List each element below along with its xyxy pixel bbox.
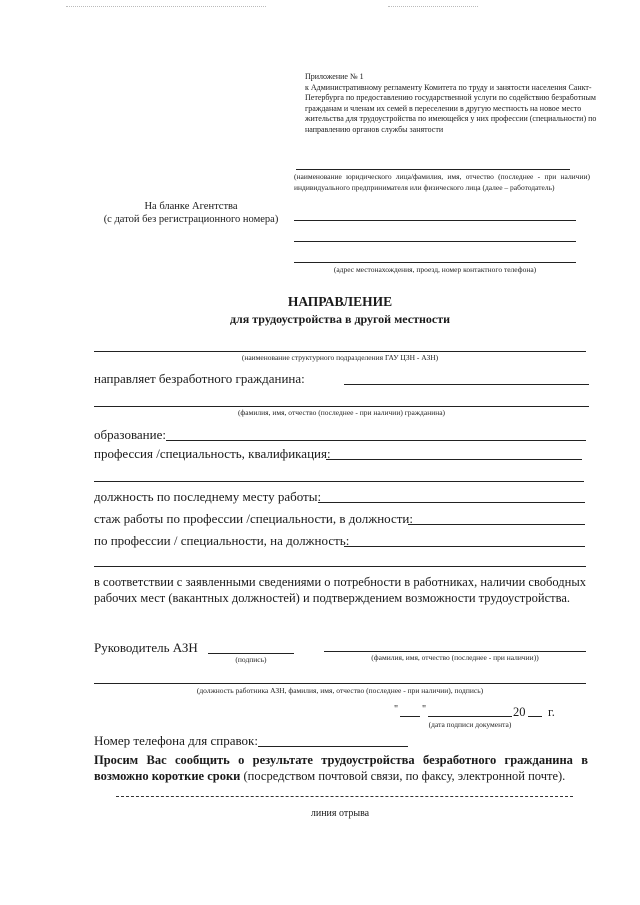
appendix-block	[305, 72, 597, 135]
date-year-suffix: г.	[548, 705, 555, 719]
employer-caption: (наименование юридического лица/фамилия, имя, отчество (последнее - при наличии) индивидуального предпринимателя или физического лица (далее – работодатель)	[294, 172, 590, 192]
employee-caption: (должность работника АЗН, фамилия, имя, отчество (последнее - при наличии), подпись)	[196, 686, 484, 695]
fio-caption: (фамилия, имя, отчество (последнее - при наличии))	[371, 653, 539, 662]
address-line[interactable]	[294, 262, 576, 263]
profession-label: профессия /специальность, квалификация:	[94, 446, 331, 461]
date-quote-open: "	[394, 704, 399, 715]
cut-line	[116, 796, 573, 797]
profession-field-2[interactable]	[94, 481, 584, 482]
date-month-field[interactable]	[428, 716, 512, 717]
unit-field[interactable]	[94, 351, 586, 352]
experience-label: стаж работы по профессии /специальности, в должности:	[94, 511, 413, 526]
request-normal: (посредством почтовой связи, по факсу, электронной почте).	[240, 769, 566, 783]
request-bold: Просим Вас сообщить о результате трудоустройства безработного гражданина в возможно короткие сроки	[94, 753, 588, 783]
employer-line[interactable]	[296, 169, 570, 170]
appendix-text: к Административному регламенту Комитета по труду и занятости населения Санкт-Петербурга по предоставлению государственной услуги по содействию безработным гражданам и членам их семей в переселении в другую местность на новое место жительства для трудоустройства по имеющейся у них профессии (специальности) по направлению органов службы занятости	[305, 82, 597, 134]
education-field[interactable]	[166, 440, 586, 441]
document-subtitle: для трудоустройства в другой местности	[229, 312, 451, 326]
directs-label: направляет безработного гражданина:	[94, 371, 305, 386]
appendix-title: Приложение № 1	[305, 72, 364, 81]
document-title: НАПРАВЛЕНИЕ	[287, 294, 393, 309]
cut-line-label: линия отрыва	[310, 808, 370, 819]
date-year-field[interactable]	[528, 716, 542, 717]
education-label: образование:	[94, 427, 166, 442]
head-label: Руководитель АЗН	[94, 640, 198, 655]
by-profession-field-1[interactable]	[344, 546, 585, 547]
employer-line-3[interactable]	[294, 241, 576, 242]
address-caption: (адрес местонахождения, проезд, номер контактного телефона)	[333, 265, 537, 274]
date-caption: (дата подписи документа)	[428, 720, 512, 729]
scan-artifact	[66, 6, 266, 7]
sign-caption: (подпись)	[235, 655, 267, 664]
profession-field-1[interactable]	[326, 459, 582, 460]
letterhead-note	[96, 200, 286, 226]
head-sign-field[interactable]	[208, 653, 294, 654]
scan-artifact	[388, 6, 478, 7]
date-quote-close: "	[422, 704, 427, 715]
head-fio-field[interactable]	[324, 651, 586, 652]
experience-field[interactable]	[408, 524, 585, 525]
phone-field[interactable]	[258, 746, 408, 747]
citizen-field-1[interactable]	[344, 384, 589, 385]
by-profession-label: по профессии / специальности, на должность:	[94, 533, 350, 548]
date-year-prefix: 20	[513, 705, 526, 719]
request-paragraph	[94, 752, 588, 784]
conditions-paragraph: в соответствии с заявленными сведениями о потребности в работниках, наличии свободных рабочих мест (вакантных должностей) и подтверждением возможности трудоустройства.	[94, 575, 586, 605]
letterhead-line1: На бланке Агентства	[144, 201, 238, 212]
date-day-field[interactable]	[400, 716, 420, 717]
citizen-field-2[interactable]	[94, 406, 589, 407]
last-position-field[interactable]	[318, 502, 585, 503]
letterhead-line2: (с датой без регистрационного номера)	[103, 214, 279, 225]
phone-label: Номер телефона для справок:	[94, 733, 258, 748]
employer-line-2[interactable]	[294, 220, 576, 221]
by-profession-field-2[interactable]	[94, 566, 586, 567]
last-position-label: должность по последнему месту работы:	[94, 489, 322, 504]
citizen-caption: (фамилия, имя, отчество (последнее - при наличии) гражданина)	[237, 408, 446, 417]
unit-caption: (наименование структурного подразделения ГАУ ЦЗН - АЗН)	[241, 353, 439, 362]
employee-field[interactable]	[94, 683, 586, 684]
